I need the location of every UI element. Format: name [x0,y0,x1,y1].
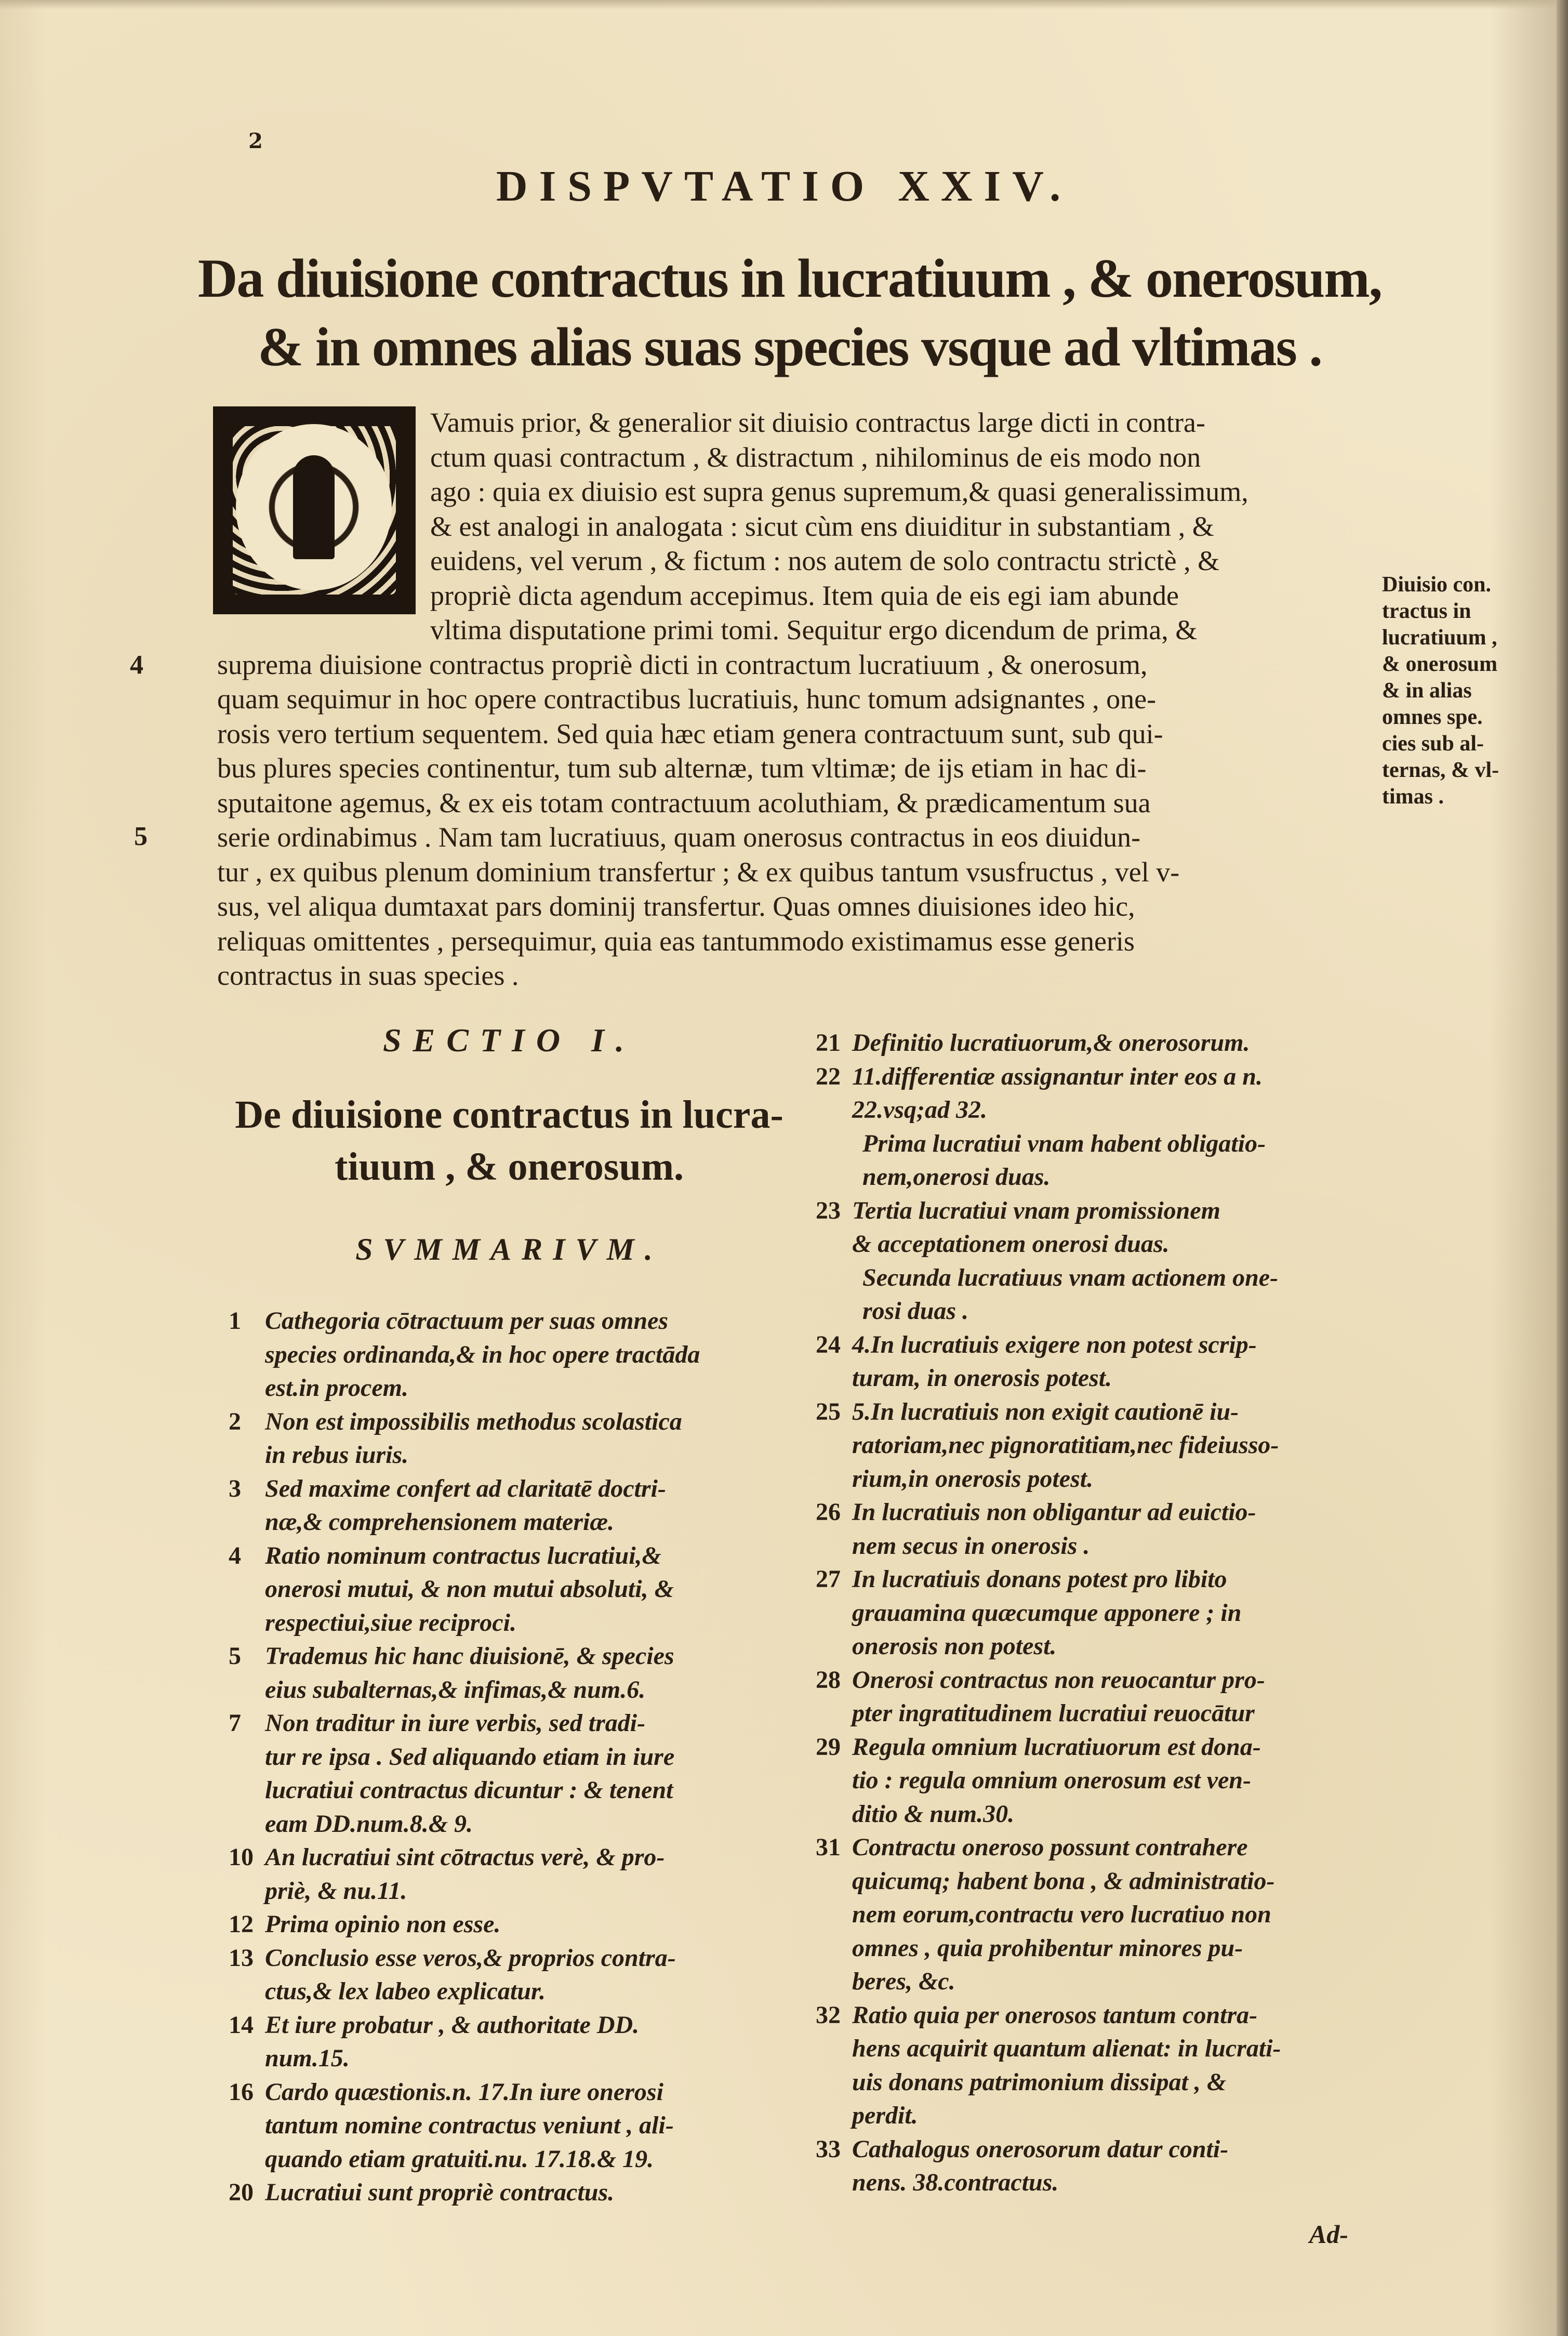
summary-entry-line: in rebus iuris. [265,1441,409,1469]
summary-entry-number: 7 [229,1709,241,1737]
summary-entry-line: Trademus hic hanc diuisionē, & species [265,1642,674,1670]
chapter-title-line: Da diuisione contractus in lucratiuum , & onerosum, [197,248,1382,309]
summary-entry-line: Conclusio esse veros,& proprios contra- [265,1944,676,1972]
page-top-edge [0,0,1568,9]
summary-entry [816,2133,1398,2200]
summary-entry-number: 28 [816,1666,841,1694]
summary-entry-line: næ,& comprehensionem materiæ. [265,1508,615,1536]
summary-entry-line: beres, &c. [852,1968,955,1995]
marginal-note-line: Diuisio con. [1382,573,1492,597]
summary-entry [816,1563,1398,1664]
summary-entry [229,1942,810,2009]
summary-heading: SVMMARIVM. [355,1232,663,1266]
summary-entry-line: onerosis non potest. [852,1632,1057,1660]
summary-entry-number: 3 [229,1474,241,1502]
summary-entry [816,1664,1398,1731]
marginal-note-line: omnes spe. [1382,705,1483,729]
summary-entry [229,1539,810,1640]
summary-entry-line: tio : regula omnium onerosum est ven- [852,1766,1252,1794]
summary-entry-line: respectiui,siue reciproci. [265,1608,516,1636]
summary-entry-line: Tertia lucratiui vnam promissionem [852,1196,1221,1224]
summary-entry-line: Regula omnium lucratiuorum est dona- [852,1733,1261,1761]
summary-entry-number: 25 [816,1397,841,1426]
summary-entry-line: Ratio nominum contractus lucratiui,& [265,1541,661,1569]
summary-entry-number: 16 [229,2078,254,2106]
summary-entry-number: 1 [229,1307,241,1335]
intro-line: quam sequimur in hoc opere contractibus lucratiuis, hunc tomum adsignantes , one- [217,683,1157,715]
summary-entry-line: An lucratiui sint cōtractus verè, & pro- [265,1843,665,1871]
summary-entry-line: est.in procem. [265,1374,408,1402]
intro-line: reliquas omittentes , persequimur, quia eas tantummodo existimamus esse generis [217,925,1135,957]
summary-entry [816,1026,1398,1060]
summary-entry-number: 23 [816,1196,841,1224]
summary-entry-line: grauamina quæcumque apponere ; in [852,1599,1242,1627]
summary-entry-line: 11.differentiæ assignantur inter eos a n. [852,1062,1263,1090]
summary-entry-line: num.15. [265,2044,350,2072]
summary-entry-line: Cathegoria cōtractuum per suas omnes [265,1307,669,1335]
summary-entry-line: Non traditur in iure verbis, sed tradi- [265,1709,646,1737]
marginal-note [1382,572,1538,810]
summary-entry-line: rium,in onerosis potest. [852,1464,1094,1493]
summary-entry-line: tantum nomine contractus veniunt , ali- [265,2111,674,2139]
summary-entry [816,1395,1398,1496]
summary-entry-line: 4.In lucratiuis exigere non potest scrip- [852,1330,1257,1358]
summary-entry-line: tur re ipsa . Sed aliquando etiam in iure [265,1743,675,1771]
summary-entry-line: Non est impossibilis methodus scolastica [265,1407,682,1435]
marginal-note-line: cies sub al- [1382,732,1484,756]
chapter-title-line: & in omnes alias suas species vsque ad vltimas . [258,316,1322,377]
summary-entry-line: Secunda lucratiuus vnam actionem one- [862,1263,1279,1291]
catchword: Ad- [1309,2220,1348,2249]
intro-line: sputaitone agemus, & ex eis totam contractuum acoluthiam, & prædicamentum sua [217,787,1151,819]
summary-entry-line: hens acquirit quantum alienat: in lucrati- [852,2035,1281,2062]
summary-entry-line: rosi duas . [862,1297,969,1325]
section-title-line: De diuisione contractus in lucra- [235,1093,783,1137]
summary-entry-line: quicumq; habent bona , & administratio- [852,1867,1275,1895]
summary-entry-number: 24 [816,1330,841,1358]
summary-entry [816,1060,1398,1127]
intro-paragraph [217,405,1381,993]
summary-entry-number: 27 [816,1565,841,1593]
running-head: DISPVTATIO XXIV. [496,162,1072,210]
marginal-note-line: ternas, & vl- [1382,758,1499,782]
marginal-note-line: & onerosum [1382,652,1498,676]
summary-entry-line: turam, in onerosis potest. [852,1364,1112,1392]
summary-entry-line: priè, & nu.11. [265,1877,407,1905]
chapter-title [187,244,1392,381]
summary-entry-number: 5 [229,1642,241,1670]
summary-entry [816,1328,1398,1395]
summary-entry-line: nem secus in onerosis . [852,1532,1090,1560]
marginal-note-line: lucratiuum , [1382,626,1497,650]
summary-entry [816,1261,1398,1328]
summary-entry-line: nem eorum,contractu vero lucratiuo non [852,1901,1271,1928]
summary-entry-line: quando etiam gratuiti.nu. 17.18.& 19. [265,2145,654,2173]
marginal-note-line: & in alias [1382,679,1472,703]
summary-entry [229,1405,810,1472]
summary-entry-line: eius subalternas,& infimas,& num.6. [265,1675,646,1704]
summary-entry-line: Ratio quia per onerosos tantum contra- [852,2001,1258,2029]
summary-entry-line: onerosi mutui, & non mutui absoluti, & [265,1575,674,1603]
marginal-note-line: timas . [1382,785,1444,809]
intro-line: & est analogi in analogata : sicut cùm ens diuiditur in substantiam , & [430,510,1214,542]
summary-entry-line: 22.vsq;ad 32. [852,1096,987,1124]
summary-entry-line: Cardo quæstionis.n. 17.In iure onerosi [265,2078,663,2106]
intro-line: sus, vel aliqua dumtaxat pars dominij transfertur. Quas omnes diuisiones ideo hic, [217,891,1135,922]
summary-right-column [816,1026,1398,2200]
summary-entry [229,1640,810,1707]
summary-entry-line: eam DD.num.8.& 9. [265,1810,473,1838]
summary-entry [816,1496,1398,1563]
summary-entry-line: Sed maxime confert ad claritatē doctri- [265,1474,666,1502]
intro-line: suprema diuisione contractus propriè dicti in contractum lucratiuum , & onerosum, [217,649,1148,680]
section-title-line: tiuum , & onerosum. [334,1145,684,1189]
corner-mark: 2 [248,129,263,153]
intro-line: vltima disputatione primi tomi. Sequitur ergo dicendum de prima, & [430,614,1198,645]
summary-left-column [229,1304,810,2210]
summary-entry-line: pter ingratitudinem lucratiui reuocātur [852,1699,1255,1727]
summary-entry [816,1194,1398,1261]
intro-line: ago : quia ex diuisio est supra genus supremum,& quasi generalissimum, [430,476,1248,507]
summary-entry-number: 22 [816,1062,841,1090]
summary-entry-line: 5.In lucratiuis non exigit cautionē iu- [852,1397,1239,1426]
intro-line: rosis vero tertium sequentem. Sed quia hæc etiam genera contractuum sunt, sub qui- [217,718,1163,749]
summary-entry-line: uis donans patrimonium dissipat , & [852,2068,1227,2096]
summary-entry [229,1304,810,1405]
summary-entry [816,1831,1398,1999]
summary-entry-number: 32 [816,2001,841,2029]
summary-entry-number: 2 [229,1407,241,1435]
summary-entry-number: 10 [229,1843,254,1871]
summary-entry [229,1472,810,1539]
summary-entry-line: perdit. [852,2102,918,2129]
summary-entry-line: ratoriam,nec pignoratitiam,nec fideiusso- [852,1431,1279,1459]
summary-entry-line: Lucratiui sunt propriè contractus. [265,2179,615,2206]
margin-number: 4 [130,650,143,680]
summary-entry-line: omnes , quia prohibentur minores pu- [852,1934,1243,1962]
summary-entry-line: Contractu oneroso possunt contrahere [852,1833,1248,1861]
summary-entry [229,1908,810,1942]
summary-entry-line: Onerosi contractus non reuocantur pro- [852,1666,1265,1694]
intro-line: serie ordinabimus . Nam tam lucratiuus, quam onerosus contractus in eos diuidun- [217,822,1141,853]
summary-entry-line: In lucratiuis donans potest pro libito [852,1565,1227,1593]
summary-entry [816,1731,1398,1831]
intro-line: tur , ex quibus plenum dominium transfertur ; & ex quibus tantum vsusfructus , vel v- [217,856,1180,888]
summary-entry [229,1707,810,1841]
margin-number: 5 [134,822,148,851]
summary-entry-line: nens. 38.contractus. [852,2169,1059,2196]
summary-entry-line: Cathalogus onerosorum datur conti- [852,2135,1229,2163]
intro-line: Vamuis prior, & generalior sit diuisio contractus large dicti in contra- [430,407,1205,438]
summary-entry-number: 12 [229,1910,254,1938]
summary-entry-line: Prima lucratiui vnam habent obligatio- [862,1129,1266,1157]
summary-entry [229,2076,810,2176]
section-title [218,1089,800,1193]
summary-entry-number: 20 [229,2179,254,2206]
marginal-note-line: tractus in [1382,599,1471,623]
summary-entry-line: Prima opinio non esse. [265,1910,501,1938]
summary-entry-line: Et iure probatur , & authoritate DD. [265,2011,640,2039]
summary-entry [816,1999,1398,2133]
page-right-edge [1557,0,1568,2336]
section-label: SECTIO I. [382,1022,636,1059]
summary-entry-line: ditio & num.30. [852,1800,1015,1828]
summary-entry-number: 33 [816,2135,841,2163]
summary-entry-line: lucratiui contractus dicuntur : & tenent [265,1776,673,1804]
intro-line: propriè dicta agendum accepimus. Item quia de eis egi iam abunde [430,579,1179,611]
summary-entry-number: 13 [229,1944,254,1972]
summary-entry-line: Definitio lucratiuorum,& onerosorum. [852,1029,1250,1057]
intro-line: contractus in suas species . [217,960,519,991]
summary-entry-line: In lucratiuis non obligantur ad euictio- [852,1498,1256,1526]
summary-entry-number: 26 [816,1498,841,1526]
summary-entry-line: & acceptationem onerosi duas. [852,1230,1170,1258]
summary-entry [816,1127,1398,1194]
summary-entry [229,2009,810,2076]
summary-entry [229,1841,810,1908]
intro-line: ctum quasi contractum , & distractum , nihilominus de eis modo non [430,441,1201,473]
summary-entry-line: species ordinanda,& in hoc opere tractāda [265,1340,700,1368]
summary-entry [229,2176,810,2210]
summary-entry-number: 29 [816,1733,841,1761]
summary-entry-number: 4 [229,1541,241,1569]
summary-entry-line: nem,onerosi duas. [862,1163,1051,1191]
intro-line: euidens, vel verum , & fictum : nos autem de solo contractu strictè , & [430,545,1220,576]
summary-entry-number: 31 [816,1833,841,1861]
intro-line: bus plures species continentur, tum sub alternæ, tum vltimæ; de ijs etiam in hac di- [217,753,1147,784]
summary-entry-number: 14 [229,2011,254,2039]
summary-entry-line: ctus,& lex labeo explicatur. [265,1977,546,2005]
summary-entry-number: 21 [816,1029,841,1057]
